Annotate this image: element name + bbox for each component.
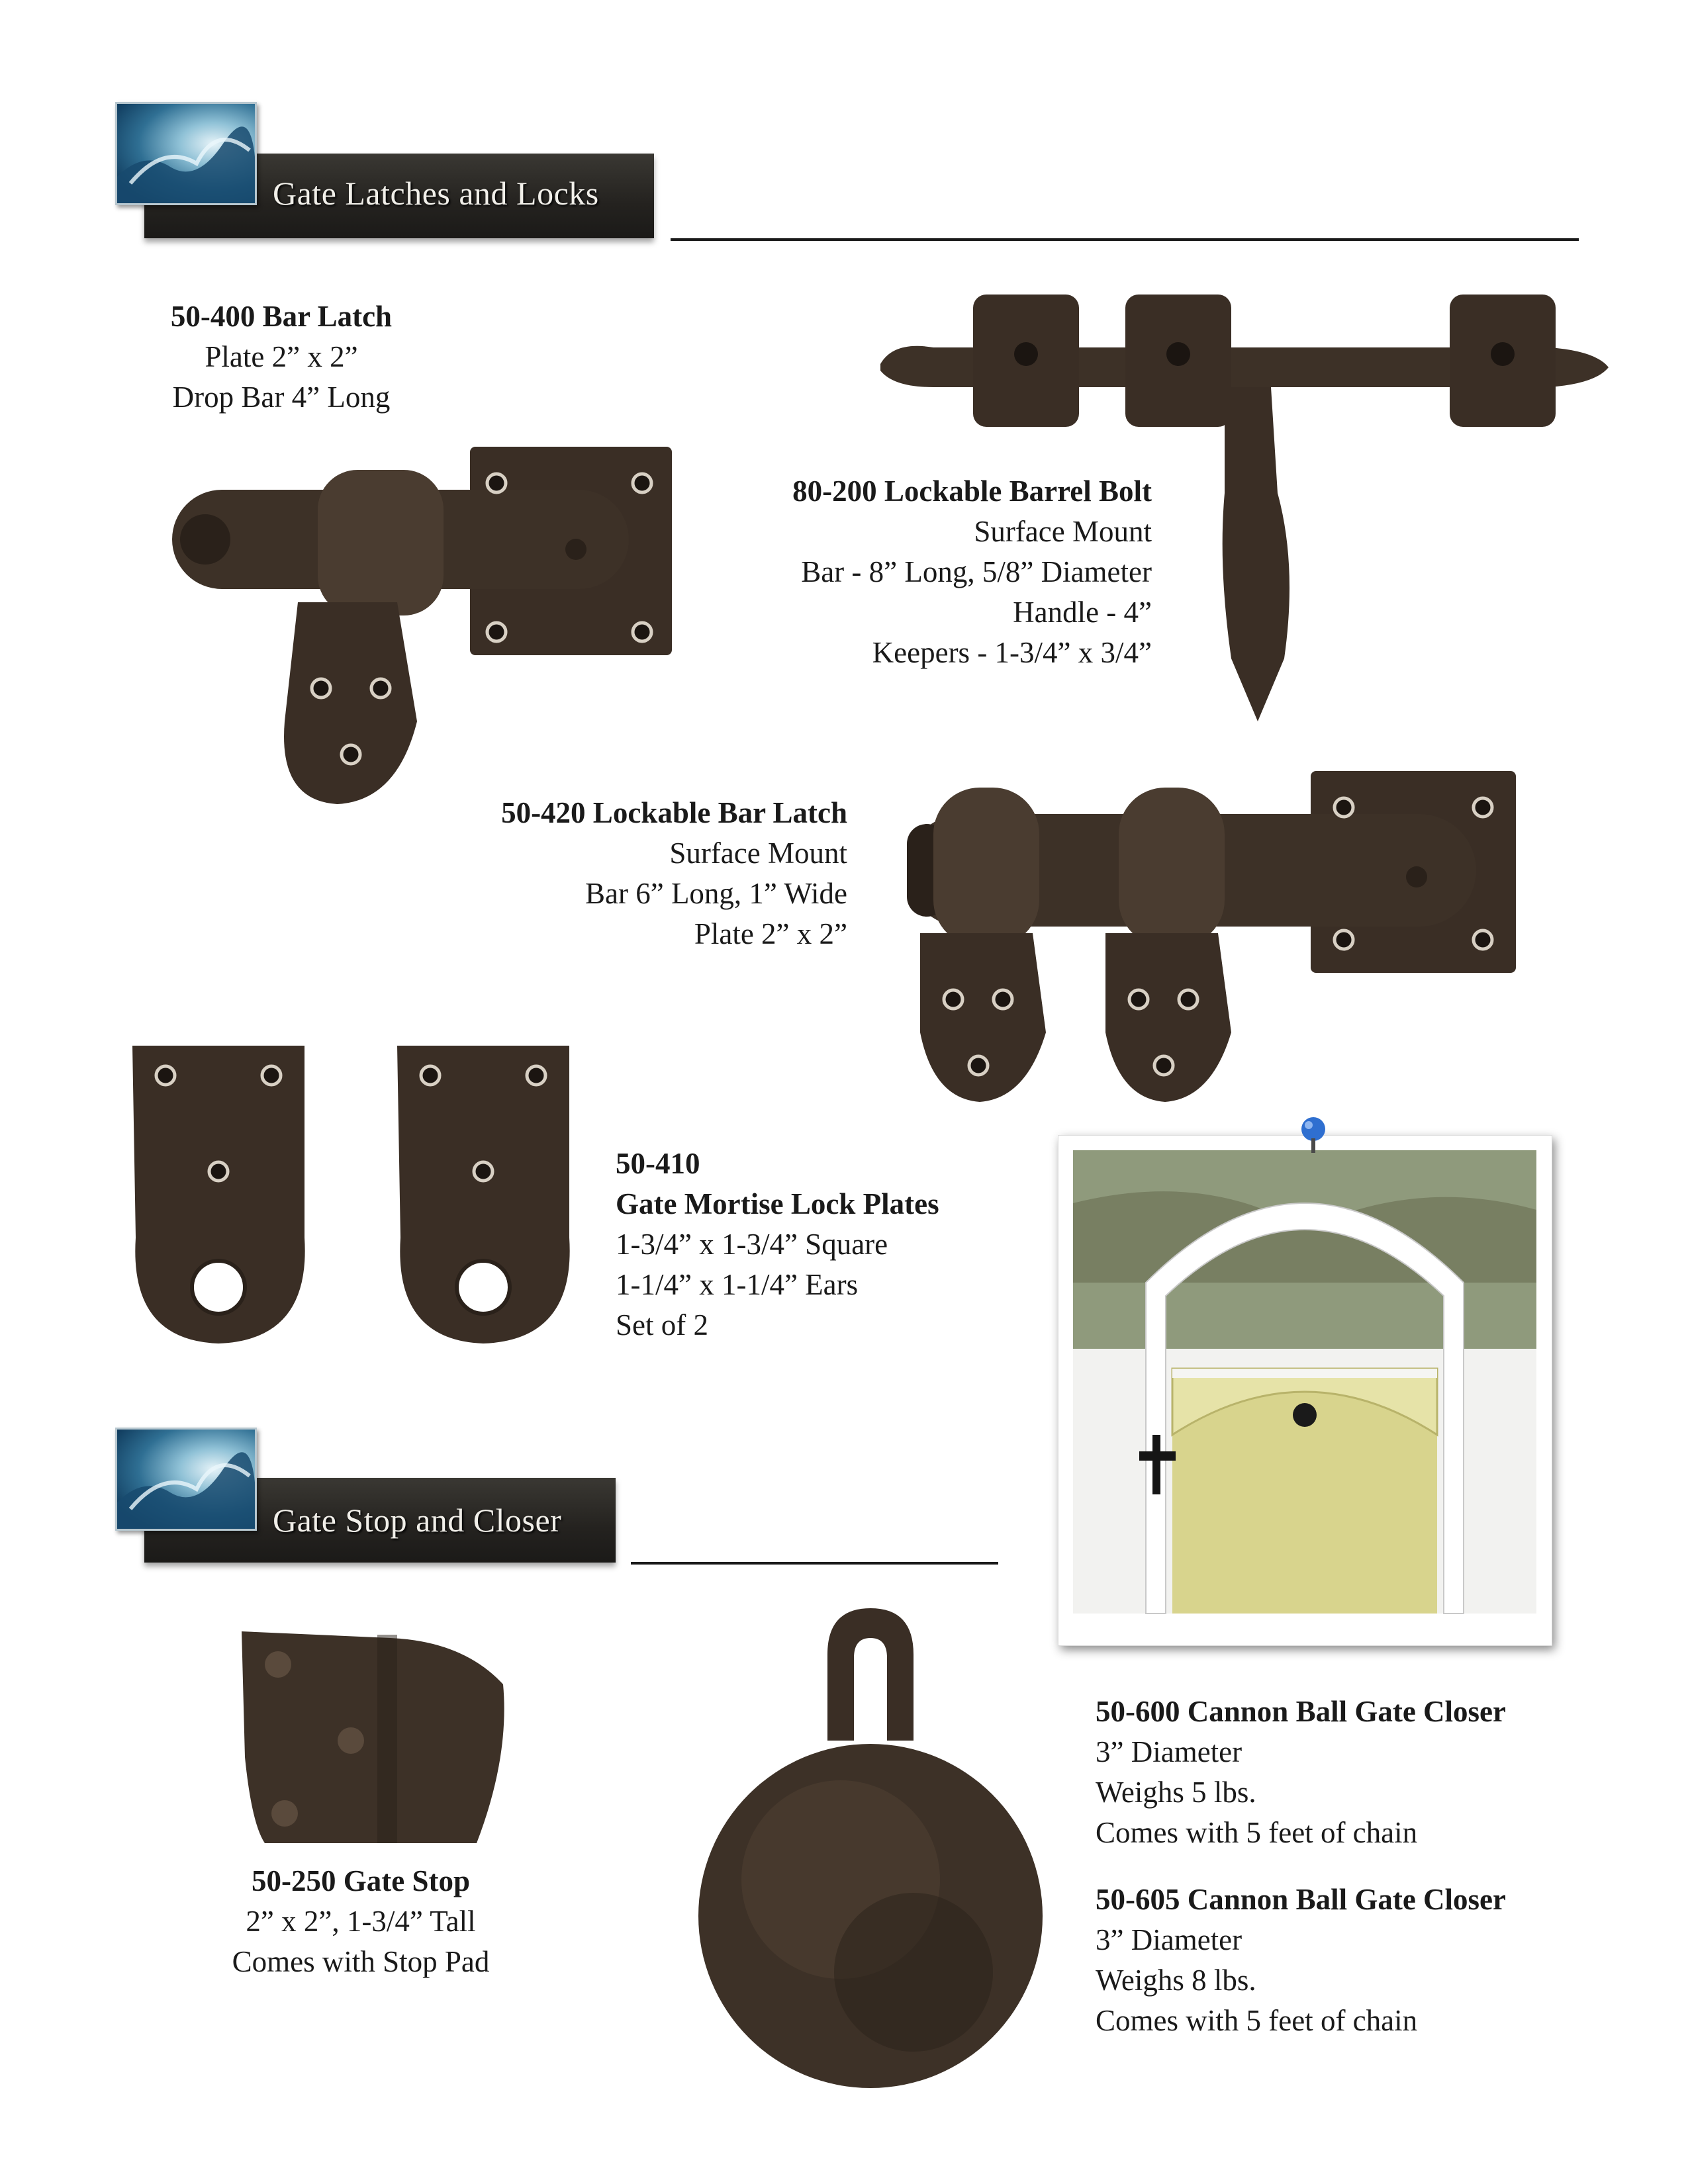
product-spec: Comes with 5 feet of chain bbox=[1096, 1816, 1418, 1849]
bar-latch-image bbox=[139, 443, 688, 814]
product-closer-605-text bbox=[1096, 1880, 1572, 2041]
section-rule bbox=[671, 238, 1579, 241]
cannon-ball-image bbox=[695, 1602, 1046, 2118]
product-title: 50-600 Cannon Ball Gate Closer bbox=[1096, 1695, 1507, 1728]
pushpin-icon bbox=[1297, 1115, 1330, 1154]
product-spec: Handle - 4” bbox=[1013, 596, 1152, 629]
section-rule bbox=[631, 1562, 998, 1565]
product-mortise-plates-text bbox=[616, 1144, 1026, 1345]
mortise-plate-image bbox=[126, 1039, 318, 1353]
product-spec: Surface Mount bbox=[669, 837, 847, 870]
product-spec: Plate 2” x 2” bbox=[205, 340, 358, 373]
product-spec: Weighs 8 lbs. bbox=[1096, 1964, 1256, 1997]
product-title: 50-605 Cannon Ball Gate Closer bbox=[1096, 1883, 1507, 1916]
gate-photo-frame bbox=[1058, 1135, 1552, 1646]
gate-photo bbox=[1073, 1150, 1536, 1614]
product-gate-stop-text bbox=[165, 1861, 556, 1982]
product-spec: 2” x 2”, 1-3/4” Tall bbox=[246, 1905, 476, 1938]
wave-thumbnail-icon bbox=[115, 102, 257, 205]
product-title: 50-250 Gate Stop bbox=[252, 1864, 470, 1897]
product-spec: Drop Bar 4” Long bbox=[172, 381, 391, 414]
product-title: Gate Mortise Lock Plates bbox=[616, 1187, 939, 1220]
product-spec: 1-1/4” x 1-1/4” Ears bbox=[616, 1268, 859, 1301]
mortise-plate-image bbox=[391, 1039, 583, 1353]
product-spec: Set of 2 bbox=[616, 1308, 708, 1342]
product-lockable-bar-latch-text bbox=[424, 793, 847, 954]
section-title: Gate Latches and Locks bbox=[273, 175, 599, 212]
product-spec: Comes with 5 feet of chain bbox=[1096, 2004, 1418, 2037]
product-title: 80-200 Lockable Barrel Bolt bbox=[792, 475, 1152, 508]
product-closer-600-text bbox=[1096, 1692, 1572, 1853]
wave-thumbnail-icon bbox=[115, 1428, 257, 1531]
gate-stop-image bbox=[238, 1625, 510, 1850]
product-bar-latch-text bbox=[126, 296, 437, 418]
product-spec: Bar 6” Long, 1” Wide bbox=[585, 877, 847, 910]
lockable-bar-latch-image bbox=[894, 768, 1523, 1105]
product-barrel-bolt-text bbox=[662, 471, 1152, 673]
product-spec: 1-3/4” x 1-3/4” Square bbox=[616, 1228, 888, 1261]
product-spec: Surface Mount bbox=[974, 515, 1152, 548]
product-spec: 3” Diameter bbox=[1096, 1735, 1243, 1768]
product-spec: Weighs 5 lbs. bbox=[1096, 1776, 1256, 1809]
section-title: Gate Stop and Closer bbox=[273, 1502, 562, 1539]
product-title: 50-420 Lockable Bar Latch bbox=[501, 796, 847, 829]
product-spec: Plate 2” x 2” bbox=[694, 917, 847, 950]
product-spec: Comes with Stop Pad bbox=[232, 1945, 490, 1978]
product-spec: Bar - 8” Long, 5/8” Diameter bbox=[801, 555, 1152, 588]
product-spec: 3” Diameter bbox=[1096, 1923, 1243, 1956]
product-title: 50-400 Bar Latch bbox=[170, 300, 393, 333]
product-spec: Keepers - 1-3/4” x 3/4” bbox=[872, 636, 1152, 669]
product-code: 50-410 bbox=[616, 1147, 700, 1180]
